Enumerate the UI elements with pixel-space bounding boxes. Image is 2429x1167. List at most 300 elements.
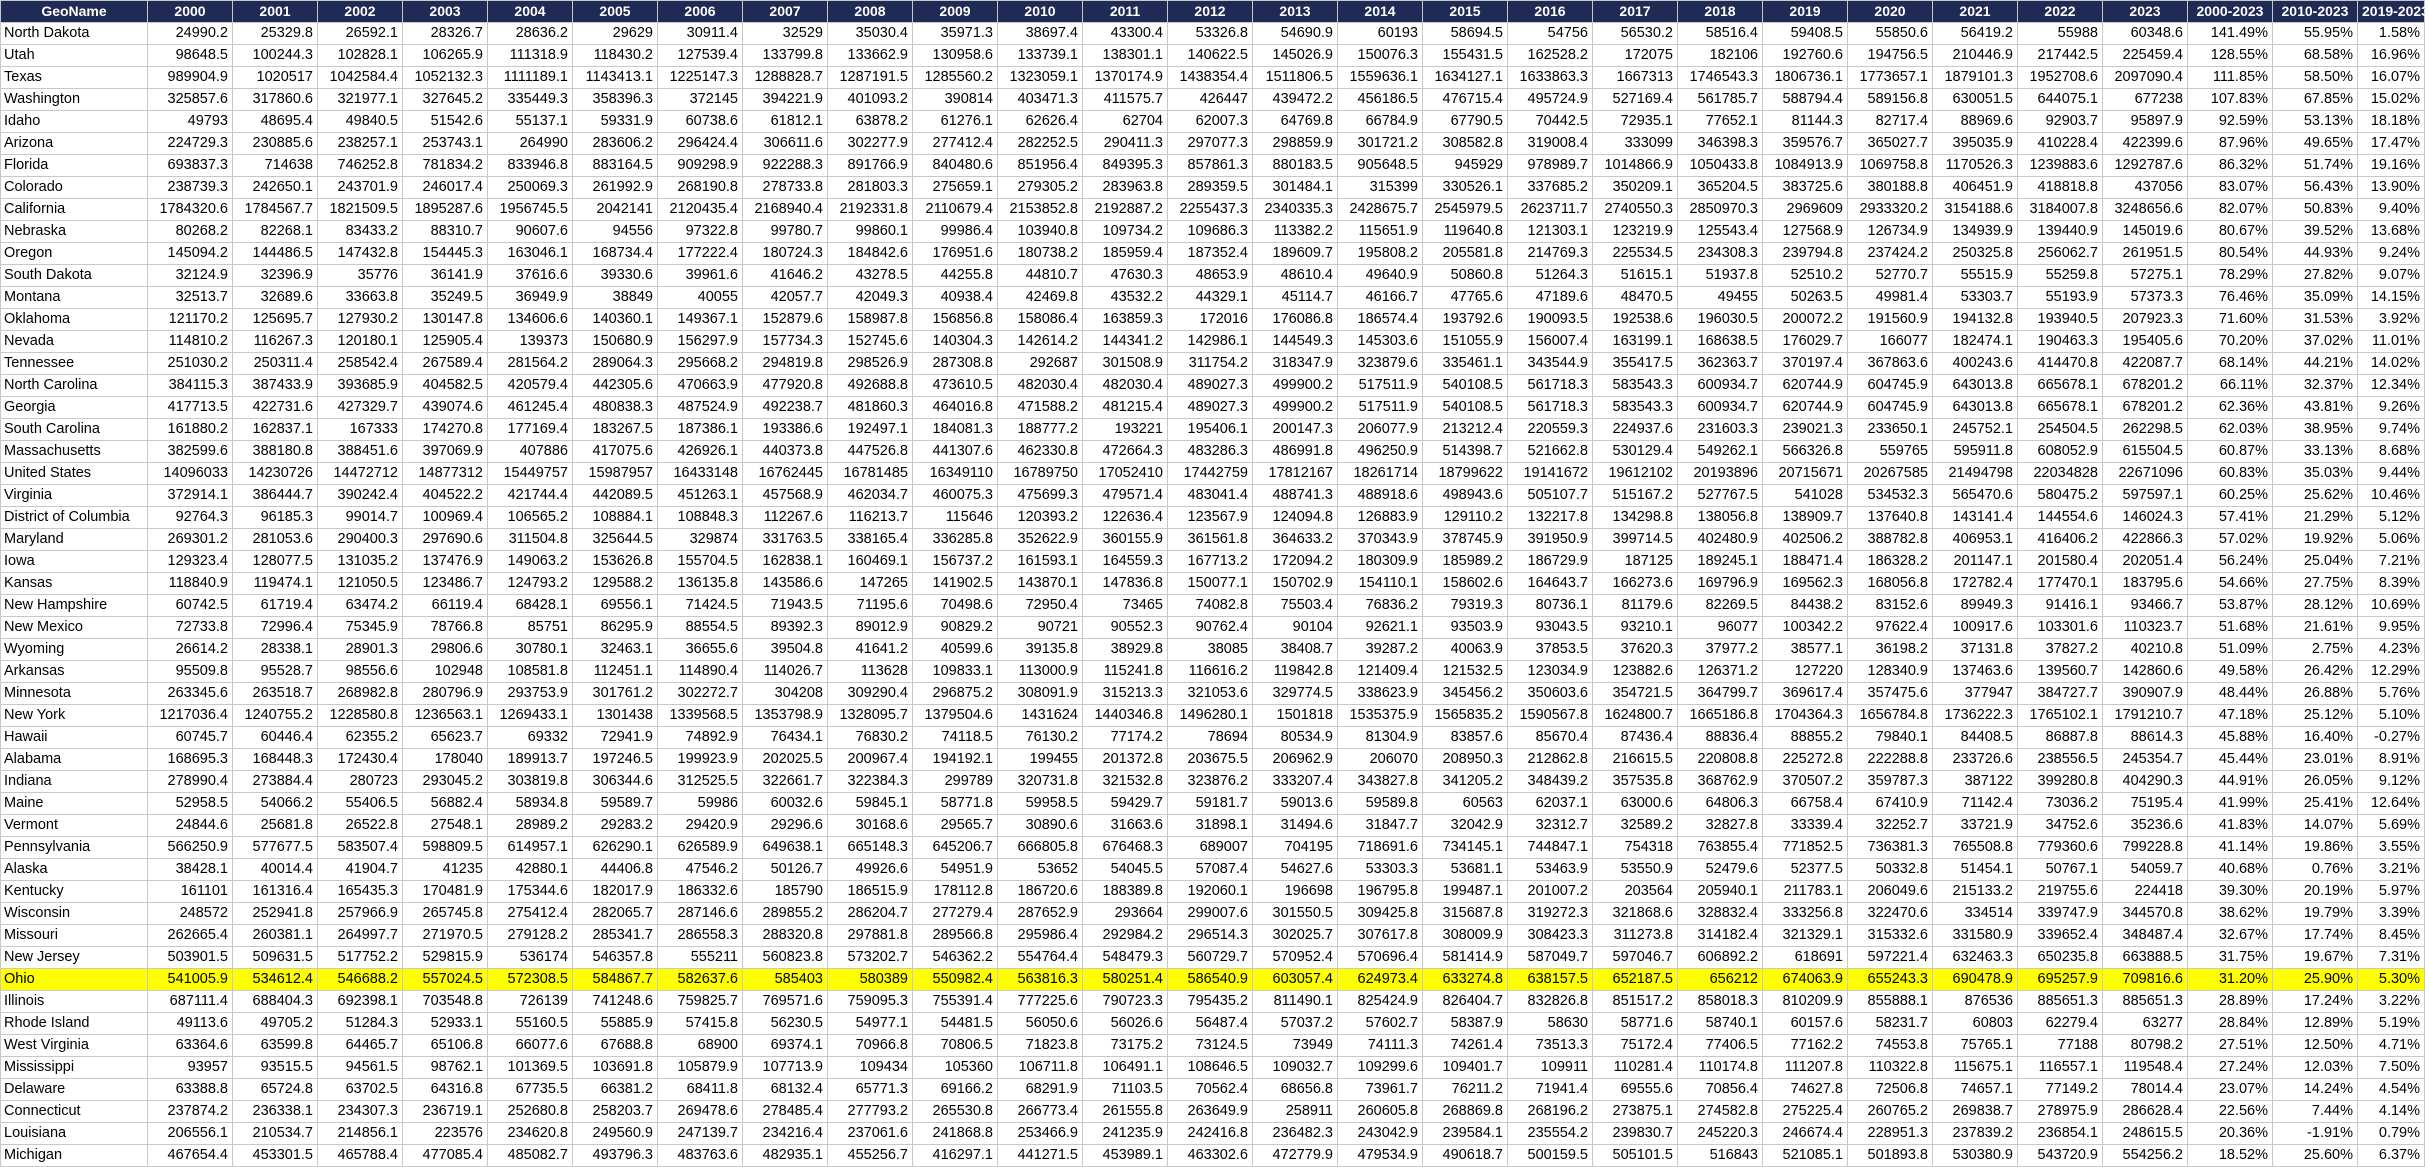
value-cell[interactable]: 277412.4 — [913, 133, 998, 155]
value-cell[interactable]: 12.03% — [2273, 1057, 2358, 1079]
value-cell[interactable]: 90552.3 — [1083, 617, 1168, 639]
value-cell[interactable]: 14.15% — [2358, 287, 2425, 309]
value-cell[interactable]: 57037.2 — [1253, 1013, 1338, 1035]
value-cell[interactable]: 55193.9 — [2018, 287, 2103, 309]
value-cell[interactable]: 225534.5 — [1593, 243, 1678, 265]
value-cell[interactable]: 48.44% — [2188, 683, 2273, 705]
value-cell[interactable]: 28636.2 — [488, 23, 573, 45]
value-cell[interactable]: 3154188.6 — [1933, 199, 2018, 221]
value-cell[interactable]: 338165.4 — [828, 529, 913, 551]
value-cell[interactable]: 8.68% — [2358, 441, 2425, 463]
value-cell[interactable]: 47189.6 — [1508, 287, 1593, 309]
value-cell[interactable]: 88614.3 — [2103, 727, 2188, 749]
value-cell[interactable]: 238556.5 — [2018, 749, 2103, 771]
value-cell[interactable]: 21.29% — [2273, 507, 2358, 529]
value-cell[interactable]: 98762.1 — [403, 1057, 488, 1079]
value-cell[interactable]: 319272.3 — [1508, 903, 1593, 925]
value-cell[interactable]: 372914.1 — [148, 485, 233, 507]
value-cell[interactable]: 40210.8 — [2103, 639, 2188, 661]
geo-name-cell[interactable]: Georgia — [1, 397, 148, 419]
value-cell[interactable]: 118430.2 — [573, 45, 658, 67]
value-cell[interactable]: 123219.9 — [1593, 221, 1678, 243]
value-cell[interactable]: 99014.7 — [318, 507, 403, 529]
value-cell[interactable]: 38.95% — [2273, 419, 2358, 441]
value-cell[interactable]: 399280.8 — [2018, 771, 2103, 793]
value-cell[interactable]: 563816.3 — [998, 969, 1083, 991]
value-cell[interactable]: 100342.2 — [1763, 617, 1848, 639]
value-cell[interactable]: 10.46% — [2358, 485, 2425, 507]
value-cell[interactable]: 350209.1 — [1593, 177, 1678, 199]
value-cell[interactable]: 391950.9 — [1508, 529, 1593, 551]
value-cell[interactable]: 44810.7 — [998, 265, 1083, 287]
value-cell[interactable]: 219755.6 — [2018, 881, 2103, 903]
value-cell[interactable]: 239830.7 — [1593, 1123, 1678, 1145]
value-cell[interactable]: 352622.9 — [998, 529, 1083, 551]
value-cell[interactable]: 461245.4 — [488, 397, 573, 419]
value-cell[interactable]: 21494798 — [1933, 463, 2018, 485]
value-cell[interactable]: 13.90% — [2358, 177, 2425, 199]
value-cell[interactable]: 465788.4 — [318, 1145, 403, 1167]
value-cell[interactable]: 278733.8 — [743, 177, 828, 199]
value-cell[interactable]: 45.44% — [2188, 749, 2273, 771]
value-cell[interactable]: 295986.4 — [998, 925, 1083, 947]
value-cell[interactable]: 86295.9 — [573, 617, 658, 639]
value-cell[interactable]: 1269433.1 — [488, 705, 573, 727]
value-cell[interactable]: 3.39% — [2358, 903, 2425, 925]
value-cell[interactable]: 388782.8 — [1848, 529, 1933, 551]
value-cell[interactable]: 73175.2 — [1083, 1035, 1168, 1057]
value-cell[interactable]: 258542.4 — [318, 353, 403, 375]
value-cell[interactable]: 131035.2 — [318, 551, 403, 573]
value-cell[interactable]: 54977.1 — [828, 1013, 913, 1035]
value-cell[interactable]: 404582.5 — [403, 375, 488, 397]
value-cell[interactable]: 106265.9 — [403, 45, 488, 67]
value-cell[interactable]: 399714.5 — [1593, 529, 1678, 551]
value-cell[interactable]: 275225.4 — [1763, 1101, 1848, 1123]
value-cell[interactable]: 8.91% — [2358, 749, 2425, 771]
value-cell[interactable]: 114810.2 — [148, 331, 233, 353]
value-cell[interactable]: 573202.7 — [828, 947, 913, 969]
value-cell[interactable]: 292687 — [998, 353, 1083, 375]
value-cell[interactable]: 833946.8 — [488, 155, 573, 177]
value-cell[interactable]: 652187.5 — [1593, 969, 1678, 991]
value-cell[interactable]: 581414.9 — [1423, 947, 1508, 969]
value-cell[interactable]: 876536 — [1933, 991, 2018, 1013]
value-cell[interactable]: 264997.7 — [318, 925, 403, 947]
value-cell[interactable]: 482030.4 — [998, 375, 1083, 397]
column-header[interactable]: 2003 — [403, 1, 488, 23]
value-cell[interactable]: 203675.5 — [1168, 749, 1253, 771]
value-cell[interactable]: 503901.5 — [148, 947, 233, 969]
value-cell[interactable]: 156297.9 — [658, 331, 743, 353]
value-cell[interactable]: 17.47% — [2358, 133, 2425, 155]
value-cell[interactable]: 30168.6 — [828, 815, 913, 837]
value-cell[interactable]: 2933320.2 — [1848, 199, 1933, 221]
value-cell[interactable]: 253743.1 — [403, 133, 488, 155]
value-cell[interactable]: 180738.2 — [998, 243, 1083, 265]
value-cell[interactable]: 205940.1 — [1678, 881, 1763, 903]
column-header[interactable]: 2014 — [1338, 1, 1423, 23]
value-cell[interactable]: 20715671 — [1763, 463, 1848, 485]
value-cell[interactable]: 119640.8 — [1423, 221, 1508, 243]
value-cell[interactable]: 598809.5 — [403, 837, 488, 859]
value-cell[interactable]: 329874 — [658, 529, 743, 551]
value-cell[interactable]: 559765 — [1848, 441, 1933, 463]
value-cell[interactable]: 93043.5 — [1508, 617, 1593, 639]
value-cell[interactable]: 53.87% — [2188, 595, 2273, 617]
value-cell[interactable]: 63878.2 — [828, 111, 913, 133]
value-cell[interactable]: 24844.6 — [148, 815, 233, 837]
value-cell[interactable]: 688404.3 — [233, 991, 318, 1013]
value-cell[interactable]: 9.74% — [2358, 419, 2425, 441]
value-cell[interactable]: 164643.7 — [1508, 573, 1593, 595]
value-cell[interactable]: 35236.6 — [2103, 815, 2188, 837]
value-cell[interactable]: 75503.4 — [1253, 595, 1338, 617]
value-cell[interactable]: 192760.6 — [1763, 45, 1848, 67]
value-cell[interactable]: 293753.9 — [488, 683, 573, 705]
value-cell[interactable]: 16762445 — [743, 463, 828, 485]
value-cell[interactable]: 102948 — [403, 661, 488, 683]
value-cell[interactable]: 275412.4 — [488, 903, 573, 925]
value-cell[interactable]: 2623711.7 — [1508, 199, 1593, 221]
value-cell[interactable]: 70498.6 — [913, 595, 998, 617]
geo-name-cell[interactable]: Alabama — [1, 749, 148, 771]
value-cell[interactable]: 70966.8 — [828, 1035, 913, 1057]
value-cell[interactable]: 134606.6 — [488, 309, 573, 331]
value-cell[interactable]: 60563 — [1423, 793, 1508, 815]
value-cell[interactable]: 31847.7 — [1338, 815, 1423, 837]
value-cell[interactable]: 245220.3 — [1678, 1123, 1763, 1145]
value-cell[interactable]: 765508.8 — [1933, 837, 2018, 859]
value-cell[interactable]: 234620.8 — [488, 1123, 573, 1145]
value-cell[interactable]: 301550.5 — [1253, 903, 1338, 925]
column-header[interactable]: 2019 — [1763, 1, 1848, 23]
value-cell[interactable]: 402506.2 — [1763, 529, 1848, 551]
value-cell[interactable]: 6.37% — [2358, 1145, 2425, 1167]
value-cell[interactable]: 690478.9 — [1933, 969, 2018, 991]
value-cell[interactable]: 94561.5 — [318, 1057, 403, 1079]
value-cell[interactable]: 80736.1 — [1508, 595, 1593, 617]
value-cell[interactable]: 172430.4 — [318, 749, 403, 771]
value-cell[interactable]: 188389.8 — [1083, 881, 1168, 903]
value-cell[interactable]: 393685.9 — [318, 375, 403, 397]
value-cell[interactable]: 36949.9 — [488, 287, 573, 309]
value-cell[interactable]: 206070 — [1338, 749, 1423, 771]
value-cell[interactable]: 61719.4 — [233, 595, 318, 617]
value-cell[interactable]: 905648.5 — [1338, 155, 1423, 177]
value-cell[interactable]: 8.45% — [2358, 925, 2425, 947]
value-cell[interactable]: 147432.8 — [318, 243, 403, 265]
value-cell[interactable]: 111207.8 — [1763, 1057, 1848, 1079]
geo-name-cell[interactable]: Texas — [1, 67, 148, 89]
value-cell[interactable]: 1821509.5 — [318, 199, 403, 221]
value-cell[interactable]: 238739.3 — [148, 177, 233, 199]
value-cell[interactable]: 30911.4 — [658, 23, 743, 45]
value-cell[interactable]: 116213.7 — [828, 507, 913, 529]
value-cell[interactable]: 12.89% — [2273, 1013, 2358, 1035]
value-cell[interactable]: 1431624 — [998, 705, 1083, 727]
value-cell[interactable]: 1511806.5 — [1253, 67, 1338, 89]
value-cell[interactable]: 110281.4 — [1593, 1057, 1678, 1079]
value-cell[interactable]: 414470.8 — [2018, 353, 2103, 375]
value-cell[interactable]: 75195.4 — [2103, 793, 2188, 815]
value-cell[interactable]: 236338.1 — [233, 1101, 318, 1123]
value-cell[interactable]: 534532.3 — [1848, 485, 1933, 507]
value-cell[interactable]: 79840.1 — [1848, 727, 1933, 749]
value-cell[interactable]: 790723.3 — [1083, 991, 1168, 1013]
value-cell[interactable]: 442089.5 — [573, 485, 658, 507]
value-cell[interactable]: 1656784.8 — [1848, 705, 1933, 727]
value-cell[interactable]: 406451.9 — [1933, 177, 2018, 199]
geo-name-cell[interactable]: Colorado — [1, 177, 148, 199]
geo-name-cell[interactable]: Arkansas — [1, 661, 148, 683]
value-cell[interactable]: 65724.8 — [233, 1079, 318, 1101]
value-cell[interactable]: 58387.9 — [1423, 1013, 1508, 1035]
value-cell[interactable]: 82717.4 — [1848, 111, 1933, 133]
value-cell[interactable]: 341205.2 — [1423, 771, 1508, 793]
value-cell[interactable]: 37616.6 — [488, 265, 573, 287]
geo-name-cell[interactable]: Minnesota — [1, 683, 148, 705]
value-cell[interactable]: 293045.2 — [403, 771, 488, 793]
value-cell[interactable]: 27.24% — [2188, 1057, 2273, 1079]
value-cell[interactable]: 318347.9 — [1253, 353, 1338, 375]
value-cell[interactable]: 482935.1 — [743, 1145, 828, 1167]
geo-name-cell[interactable]: North Dakota — [1, 23, 148, 45]
column-header[interactable]: 2010 — [998, 1, 1083, 23]
value-cell[interactable]: 49840.5 — [318, 111, 403, 133]
value-cell[interactable]: 252941.8 — [233, 903, 318, 925]
value-cell[interactable]: 16433148 — [658, 463, 743, 485]
value-cell[interactable]: 109299.6 — [1338, 1057, 1423, 1079]
value-cell[interactable]: 97322.8 — [658, 221, 743, 243]
value-cell[interactable]: 83152.6 — [1848, 595, 1933, 617]
value-cell[interactable]: 71142.4 — [1933, 793, 2018, 815]
value-cell[interactable]: 35030.4 — [828, 23, 913, 45]
value-cell[interactable]: 200072.2 — [1763, 309, 1848, 331]
value-cell[interactable]: 43.81% — [2273, 397, 2358, 419]
value-cell[interactable]: 52770.7 — [1848, 265, 1933, 287]
value-cell[interactable]: 77174.2 — [1083, 727, 1168, 749]
value-cell[interactable]: 184842.6 — [828, 243, 913, 265]
value-cell[interactable]: 1438354.4 — [1168, 67, 1253, 89]
value-cell[interactable]: 354721.5 — [1593, 683, 1678, 705]
value-cell[interactable]: 68428.1 — [488, 595, 573, 617]
value-cell[interactable]: 15.02% — [2358, 89, 2425, 111]
value-cell[interactable]: 77406.5 — [1678, 1035, 1763, 1057]
value-cell[interactable]: 858018.3 — [1678, 991, 1763, 1013]
value-cell[interactable]: 490618.7 — [1423, 1145, 1508, 1167]
value-cell[interactable]: 427329.7 — [318, 397, 403, 419]
value-cell[interactable]: 355417.5 — [1593, 353, 1678, 375]
value-cell[interactable]: 548479.3 — [1083, 947, 1168, 969]
value-cell[interactable]: 14.24% — [2273, 1079, 2358, 1101]
value-cell[interactable]: 28338.1 — [233, 639, 318, 661]
value-cell[interactable]: 177222.4 — [658, 243, 743, 265]
geo-name-cell[interactable]: United States — [1, 463, 148, 485]
value-cell[interactable]: 67.85% — [2273, 89, 2358, 111]
value-cell[interactable]: 238257.1 — [318, 133, 403, 155]
value-cell[interactable]: 348439.2 — [1508, 771, 1593, 793]
value-cell[interactable]: 49455 — [1678, 287, 1763, 309]
value-cell[interactable]: 453989.1 — [1083, 1145, 1168, 1167]
geo-name-cell[interactable]: Nebraska — [1, 221, 148, 243]
value-cell[interactable]: 162838.1 — [743, 551, 828, 573]
value-cell[interactable]: 258911 — [1253, 1101, 1338, 1123]
value-cell[interactable]: 330526.1 — [1423, 177, 1508, 199]
value-cell[interactable]: 442305.6 — [573, 375, 658, 397]
value-cell[interactable]: 771852.5 — [1763, 837, 1848, 859]
value-cell[interactable]: 163199.1 — [1593, 331, 1678, 353]
value-cell[interactable]: 74111.3 — [1338, 1035, 1423, 1057]
value-cell[interactable]: 1239883.6 — [2018, 155, 2103, 177]
value-cell[interactable]: 384115.3 — [148, 375, 233, 397]
value-cell[interactable]: 58630 — [1508, 1013, 1593, 1035]
value-cell[interactable]: 68132.4 — [743, 1079, 828, 1101]
value-cell[interactable]: 441307.6 — [913, 441, 998, 463]
value-cell[interactable]: 76.46% — [2188, 287, 2273, 309]
value-cell[interactable]: 306611.6 — [743, 133, 828, 155]
value-cell[interactable]: 19612102 — [1593, 463, 1678, 485]
value-cell[interactable]: 689007 — [1168, 837, 1253, 859]
value-cell[interactable]: 110174.8 — [1678, 1057, 1763, 1079]
value-cell[interactable]: 462034.7 — [828, 485, 913, 507]
value-cell[interactable]: 317860.6 — [233, 89, 318, 111]
value-cell[interactable]: 265530.8 — [913, 1101, 998, 1123]
value-cell[interactable]: 521085.1 — [1763, 1145, 1848, 1167]
value-cell[interactable]: 109434 — [828, 1057, 913, 1079]
value-cell[interactable]: 60.87% — [2188, 441, 2273, 463]
value-cell[interactable]: 59589.7 — [573, 793, 658, 815]
value-cell[interactable]: 88836.4 — [1678, 727, 1763, 749]
value-cell[interactable]: 66119.4 — [403, 595, 488, 617]
value-cell[interactable]: 62037.1 — [1508, 793, 1593, 815]
value-cell[interactable]: 60193 — [1338, 23, 1423, 45]
value-cell[interactable]: 249560.9 — [573, 1123, 658, 1145]
value-cell[interactable]: 77149.2 — [2018, 1079, 2103, 1101]
value-cell[interactable]: 33663.8 — [318, 287, 403, 309]
value-cell[interactable]: 235554.2 — [1508, 1123, 1593, 1145]
value-cell[interactable]: 482030.4 — [1083, 375, 1168, 397]
value-cell[interactable]: 570952.4 — [1253, 947, 1338, 969]
value-cell[interactable]: 514398.7 — [1423, 441, 1508, 463]
value-cell[interactable]: 2545979.5 — [1423, 199, 1508, 221]
value-cell[interactable]: 585403 — [743, 969, 828, 991]
value-cell[interactable]: 28901.3 — [318, 639, 403, 661]
value-cell[interactable]: 143141.4 — [1933, 507, 2018, 529]
value-cell[interactable]: 390907.9 — [2103, 683, 2188, 705]
value-cell[interactable]: 759825.7 — [658, 991, 743, 1013]
column-header[interactable]: 2022 — [2018, 1, 2103, 23]
value-cell[interactable]: 166273.6 — [1593, 573, 1678, 595]
value-cell[interactable]: 420579.4 — [488, 375, 573, 397]
value-cell[interactable]: 12.64% — [2358, 793, 2425, 815]
value-cell[interactable]: 364799.7 — [1678, 683, 1763, 705]
value-cell[interactable]: 29565.7 — [913, 815, 998, 837]
value-cell[interactable]: 128.55% — [2188, 45, 2273, 67]
geo-name-cell[interactable]: Pennsylvania — [1, 837, 148, 859]
value-cell[interactable]: 124793.2 — [488, 573, 573, 595]
value-cell[interactable]: 234216.4 — [743, 1123, 828, 1145]
value-cell[interactable]: 426926.1 — [658, 441, 743, 463]
value-cell[interactable]: 147836.8 — [1083, 573, 1168, 595]
value-cell[interactable]: 80.67% — [2188, 221, 2273, 243]
value-cell[interactable]: 123034.9 — [1508, 661, 1593, 683]
value-cell[interactable]: 250069.3 — [488, 177, 573, 199]
value-cell[interactable]: 281564.2 — [488, 353, 573, 375]
value-cell[interactable]: 403471.3 — [998, 89, 1083, 111]
value-cell[interactable]: 464016.8 — [913, 397, 998, 419]
geo-name-cell[interactable]: Wyoming — [1, 639, 148, 661]
value-cell[interactable]: 161880.2 — [148, 419, 233, 441]
value-cell[interactable]: 580475.2 — [2018, 485, 2103, 507]
value-cell[interactable]: 1170526.3 — [1933, 155, 2018, 177]
value-cell[interactable]: 224418 — [2103, 881, 2188, 903]
value-cell[interactable]: 241868.8 — [913, 1123, 998, 1145]
value-cell[interactable]: 158987.8 — [828, 309, 913, 331]
value-cell[interactable]: 849395.3 — [1083, 155, 1168, 177]
value-cell[interactable]: 116557.1 — [2018, 1057, 2103, 1079]
value-cell[interactable]: 287652.9 — [998, 903, 1083, 925]
value-cell[interactable]: 266773.4 — [998, 1101, 1083, 1123]
value-cell[interactable]: 422866.3 — [2103, 529, 2188, 551]
value-cell[interactable]: 196795.8 — [1338, 881, 1423, 903]
value-cell[interactable]: 27548.1 — [403, 815, 488, 837]
value-cell[interactable]: 14472712 — [318, 463, 403, 485]
value-cell[interactable]: 81304.9 — [1338, 727, 1423, 749]
value-cell[interactable]: 115241.8 — [1083, 661, 1168, 683]
value-cell[interactable]: 99780.7 — [743, 221, 828, 243]
value-cell[interactable]: 20267585 — [1848, 463, 1933, 485]
value-cell[interactable]: 321868.6 — [1593, 903, 1678, 925]
value-cell[interactable]: 472664.3 — [1083, 441, 1168, 463]
value-cell[interactable]: 572308.5 — [488, 969, 573, 991]
value-cell[interactable]: 3248656.6 — [2103, 199, 2188, 221]
value-cell[interactable]: 106491.1 — [1083, 1057, 1168, 1079]
value-cell[interactable]: 145303.6 — [1338, 331, 1423, 353]
value-cell[interactable]: 82269.5 — [1678, 595, 1763, 617]
value-cell[interactable]: 500159.5 — [1508, 1145, 1593, 1167]
value-cell[interactable]: 112451.1 — [573, 661, 658, 683]
value-cell[interactable]: 678201.2 — [2103, 397, 2188, 419]
value-cell[interactable]: 236482.3 — [1253, 1123, 1338, 1145]
value-cell[interactable]: 1496280.1 — [1168, 705, 1253, 727]
value-cell[interactable]: 95509.8 — [148, 661, 233, 683]
value-cell[interactable]: 78.29% — [2188, 265, 2273, 287]
value-cell[interactable]: 549262.1 — [1678, 441, 1763, 463]
value-cell[interactable]: 28.89% — [2188, 991, 2273, 1013]
value-cell[interactable]: 43532.2 — [1083, 287, 1168, 309]
value-cell[interactable]: 233726.6 — [1933, 749, 2018, 771]
value-cell[interactable]: 600934.7 — [1678, 375, 1763, 397]
value-cell[interactable]: 237061.6 — [828, 1123, 913, 1145]
value-cell[interactable]: 220808.8 — [1678, 749, 1763, 771]
value-cell[interactable]: 201372.8 — [1083, 749, 1168, 771]
geo-name-cell[interactable]: Iowa — [1, 551, 148, 573]
geo-name-cell[interactable]: Washington — [1, 89, 148, 111]
value-cell[interactable]: 570696.4 — [1338, 947, 1423, 969]
value-cell[interactable]: 31663.6 — [1083, 815, 1168, 837]
value-cell[interactable]: 416406.2 — [2018, 529, 2103, 551]
value-cell[interactable]: 55259.8 — [2018, 265, 2103, 287]
value-cell[interactable]: 676468.3 — [1083, 837, 1168, 859]
value-cell[interactable]: 561718.3 — [1508, 375, 1593, 397]
value-cell[interactable]: 261951.5 — [2103, 243, 2188, 265]
value-cell[interactable]: 5.19% — [2358, 1013, 2425, 1035]
value-cell[interactable]: 451263.1 — [658, 485, 743, 507]
value-cell[interactable]: 560823.8 — [743, 947, 828, 969]
value-cell[interactable]: 4.14% — [2358, 1101, 2425, 1123]
value-cell[interactable]: 50332.8 — [1848, 859, 1933, 881]
